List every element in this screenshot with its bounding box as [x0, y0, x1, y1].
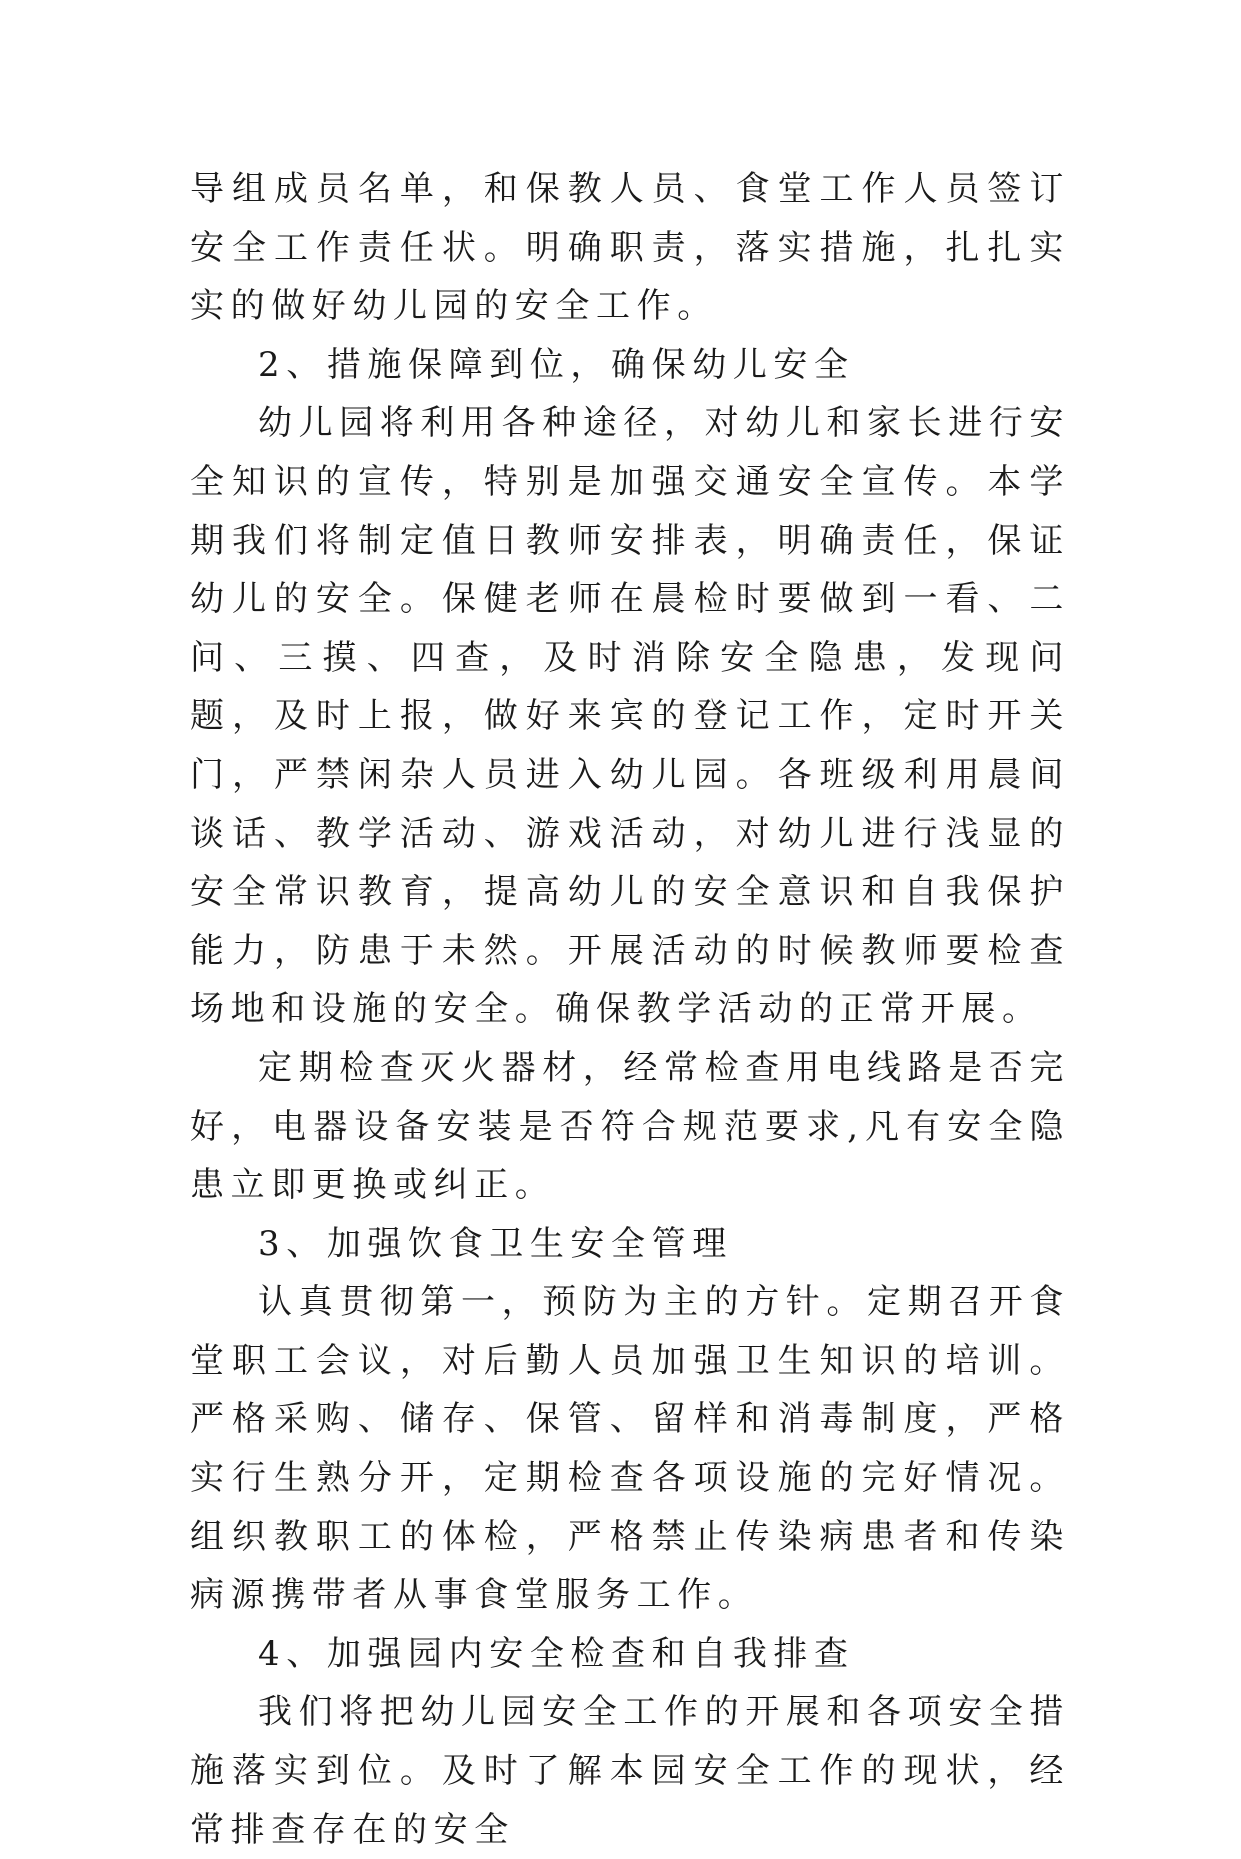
paragraph-continuation: 导组成员名单，和保教人员、食堂工作人员签订安全工作责任状。明确职责，落实措施，扎扎实实的做好幼儿园的安全工作。 — [190, 169, 1070, 327]
section-heading-4: 4、加强园内安全检查和自我排查 — [258, 1633, 855, 1674]
document-body — [190, 160, 1070, 1859]
section-heading-2: 2、措施保障到位，确保幼儿安全 — [258, 344, 855, 385]
section-heading-3: 3、加强饮食卫生安全管理 — [258, 1223, 733, 1264]
paragraph-fire-equipment: 定期检查灭火器材，经常检查用电线路是否完好，电器设备安装是否符合规范要求,凡有安全隐患立即更换或纠正。 — [190, 1047, 1070, 1206]
paragraph-food-hygiene: 认真贯彻第一，预防为主的方针。定期召开食堂职工会议，对后勤人员加强卫生知识的培训。严格采购、储存、保管、留样和消毒制度，严格实行生熟分开，定期检查各项设施的完好情况。组织教职工的体检，严格禁止传染病患者和传染病源携带者从事食堂服务工作。 — [190, 1282, 1070, 1616]
paragraph-safety-measures: 幼儿园将利用各种途径，对幼儿和家长进行安全知识的宣传，特别是加强交通安全宣传。本学期我们将制定值日教师安排表，明确责任，保证幼儿的安全。保健老师在晨检时要做到一看、二问、三摸、四查，及时消除安全隐患，发现问题，及时上报，做好来宾的登记工作，定时开关门，严禁闲杂人员进入幼儿园。各班级利用晨间谈话、教学活动、游戏活动，对幼儿进行浅显的安全常识教育，提高幼儿的安全意识和自我保护能力，防患于未然。开展活动的时候教师要检查场地和设施的安全。确保教学活动的正常开展。 — [190, 403, 1070, 1030]
paragraph-safety-inspection: 我们将把幼儿园安全工作的开展和各项安全措施落实到位。及时了解本园安全工作的现状，经常排查存在的安全 — [190, 1692, 1070, 1850]
